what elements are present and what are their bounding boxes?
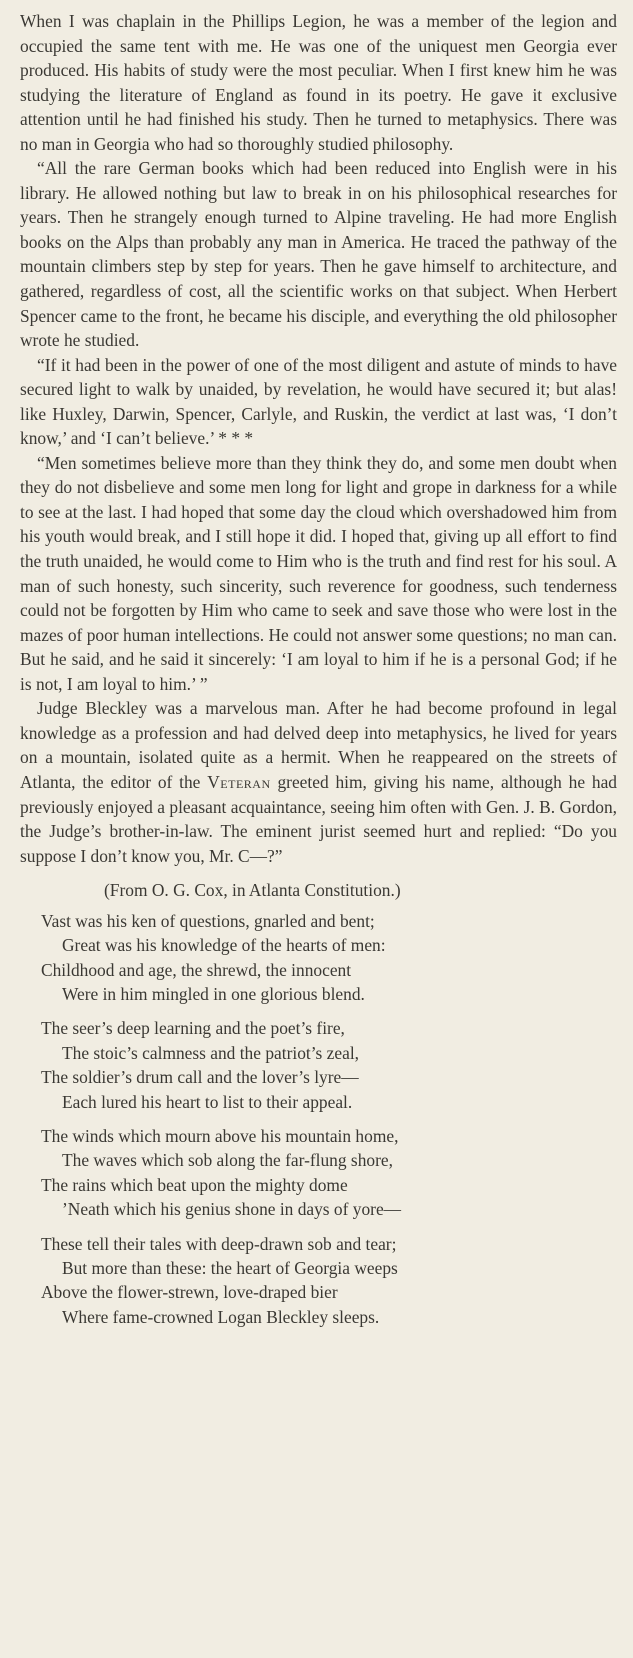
article-text [20, 9, 617, 868]
poem-line: The rains which beat upon the mighty dome [41, 1174, 348, 1195]
poem-line: These tell their tales with deep-drawn sob and tear; [41, 1233, 397, 1254]
poem-source: (From O. G. Cox, in Atlanta Constitution.) [104, 880, 401, 901]
stanza-1 [41, 909, 617, 1007]
veteran-name: Veteran [207, 771, 271, 792]
poem-line: Childhood and age, the shrewd, the innocent [41, 959, 352, 980]
poem-line: The soldier’s drum call and the lover’s lyre— [41, 1067, 359, 1088]
poem-line: The winds which mourn above his mountain home, [41, 1125, 399, 1146]
poem-line: Were in him mingled in one glorious blend. [62, 983, 365, 1004]
poem-line: The stoic’s calmness and the patriot’s zeal, [62, 1042, 359, 1063]
poem [20, 909, 617, 1330]
paragraph-5-text-end: greeted him, giving his name, although he had previously enjoyed a pleasant acquaintance, seeing him often with Gen. J. B. Gordon, the Judge’s brother-in-law. The eminent jurist seemed hurt and replied: “Do you suppose I don’t know you, Mr. C—?” [20, 771, 617, 866]
paragraph-3: “If it had been in the power of one of the most diligent and astute of minds to have secured light to walk by unaided, by revelation, he would have secured it; but alas! like Huxley, Darwin, Spencer, Carlyle, and Ruskin, the verdict at last was, ‘I don’t know,’ and ‘I can’t believe.’ * * * [20, 354, 617, 449]
poem-line: Where fame-crowned Logan Bleckley sleeps. [62, 1306, 380, 1327]
poem-line: Each lured his heart to list to their appeal. [62, 1091, 353, 1112]
paragraph-2: “All the rare German books which had been reduced into English were in his library. He allowed nothing but law to break in on his philosophical researches for years. Then he strangely enough turned to Alpine traveling. He had more English books on the Alps than probably any man in America. He traced the pathway of the mountain climbers step by step for years. Then he gave himself to architecture, and gathered, regardless of cost, all the scientific works on that subject. When Herbert Spencer came to the front, he became his disciple, and everything the old philosopher wrote he studied. [20, 158, 617, 351]
stanza-2 [41, 1016, 617, 1114]
paragraph-4: “Men sometimes believe more than they think they do, and some men doubt when they do not disbelieve and some men long for light and grope in darkness for a while to see at the last. I had hoped that some day the cloud which overshadowed him from his youth would break, and I still hope it did. I hoped that, giving up all effort to find the truth unaided, he would come to Him who is the truth and find rest for his soul. A man of such honesty, such sincerity, such reverence for goodness, such tenderness could not be forgotten by Him who came to seek and save those who were lost in the mazes of poor human intellections. He could not answer some questions; no man can. But he said, and he said it sincerely: ‘I am loyal to him if he is a personal God; if he is not, I am loyal to him.’ ” [20, 452, 617, 694]
paragraph-5 [20, 696, 617, 868]
poem-line: Above the flower-strewn, love-draped bier [41, 1282, 338, 1303]
poem-line: Great was his knowledge of the hearts of men: [62, 935, 386, 956]
poem-line: Vast was his ken of questions, gnarled and bent; [41, 910, 375, 931]
stanza-3 [41, 1124, 617, 1222]
paragraph-1: When I was chaplain in the Phillips Legion, he was a member of the legion and occupied the same tent with me. He was one of the uniquest men Georgia ever produced. His habits of study were the most peculiar. When I first knew him he was studying the literature of England as found in its poetry. He gave it exclusive attention until he had finished his study. Then he turned to metaphysics. There was no man in Georgia who had so thoroughly studied philosophy. [20, 11, 617, 154]
poem-line: The waves which sob along the far-flung shore, [62, 1150, 393, 1171]
poem-line: ’Neath which his genius shone in days of yore— [62, 1199, 402, 1220]
stanza-4 [41, 1232, 617, 1330]
poem-line: But more than these: the heart of Georgia weeps [62, 1257, 398, 1278]
paragraph-5-text-start: Judge Bleckley was a marvelous man. After he had become profound in legal knowledge as a profession and had delved deep into metaphysics, he lived for years on a mountain, isolated quite as a hermit. When he reappeared on the streets of Atlanta, the editor of the [20, 698, 617, 792]
document-page [20, 9, 617, 1339]
poem-line: The seer’s deep learning and the poet’s fire, [41, 1018, 345, 1039]
